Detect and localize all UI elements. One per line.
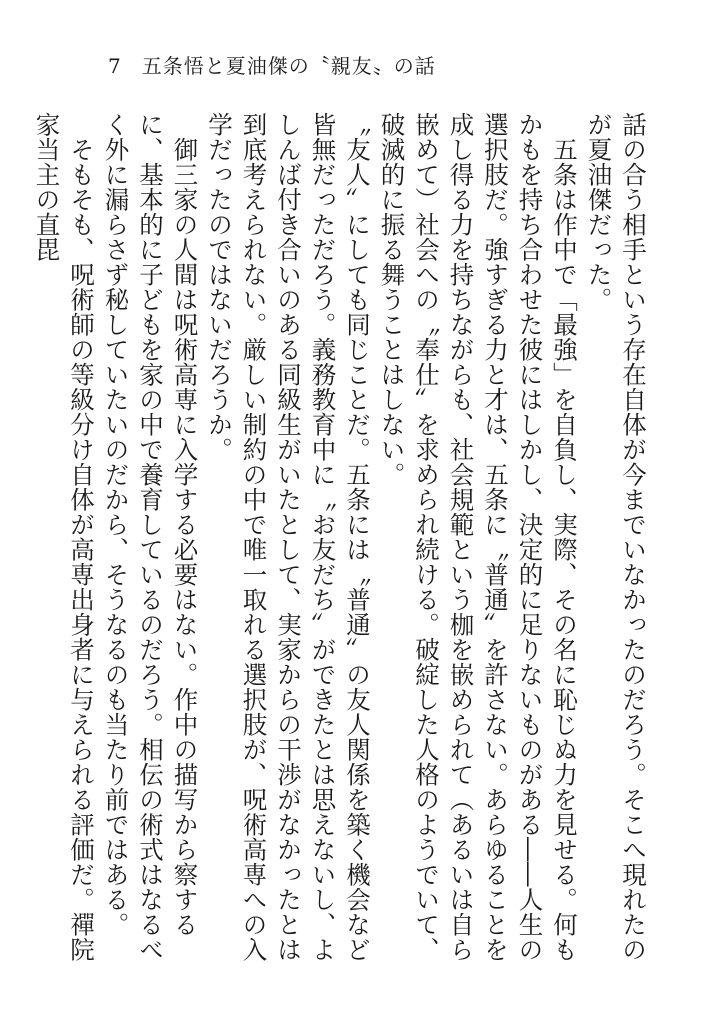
chapter-title: 五条悟と夏油傑の〝親友〟の話 xyxy=(141,54,436,78)
page-header xyxy=(108,50,436,79)
paragraph: そもそも、呪術師の等級分け自体が高専出身者に与えられる評価だ。禪院家当主の直毘 xyxy=(32,112,96,962)
paragraph: 五条は作中で「最強」を自負し、実際、その名に恥じぬ力を見せる。何もかもを持ち合わせた彼にはしかし、決定的に足りないものがある――人生の選択肢だ。強すぎる力と才は、五条に〝普通〟を許さない。あらゆることを成し得る力を持ちながらも、社会規範という枷を嵌められて（あるいは自ら嵌めて）社会への〝奉仕〟を求められ続ける。破綻した人格のようでいて、破滅的に振る舞うことはしない。 xyxy=(377,112,579,962)
paragraph: 〝友人〟にしても同じことだ。五条には〝普通〟の友人関係を築く機会など皆無だっただろう。義務教育中に〝お友だち〟ができたとは思えないし、よしんば付き合いのある同級生がいたとして、実家からの干渉がなかったとは到底考えられない。厳しい制約の中で唯一取れる選択肢が、呪術高専への入学だったのではないだろうか。 xyxy=(205,112,372,962)
paragraph: 御三家の人間は呪術高専に入学する必要はない。作中の描写から察するに、基本的に子どもを家の中で養育しているのだろう。相伝の術式はなるべく外に漏らさず秘していたいのだから、そうなるのも当たり前ではある。 xyxy=(101,112,200,962)
paragraph: 話の合う相手という存在自体が今までいなかったのだろう。そこへ現れたのが夏油傑だった。 xyxy=(584,112,648,962)
vertical-body-text xyxy=(32,112,650,982)
page-number: 7 xyxy=(108,54,122,78)
